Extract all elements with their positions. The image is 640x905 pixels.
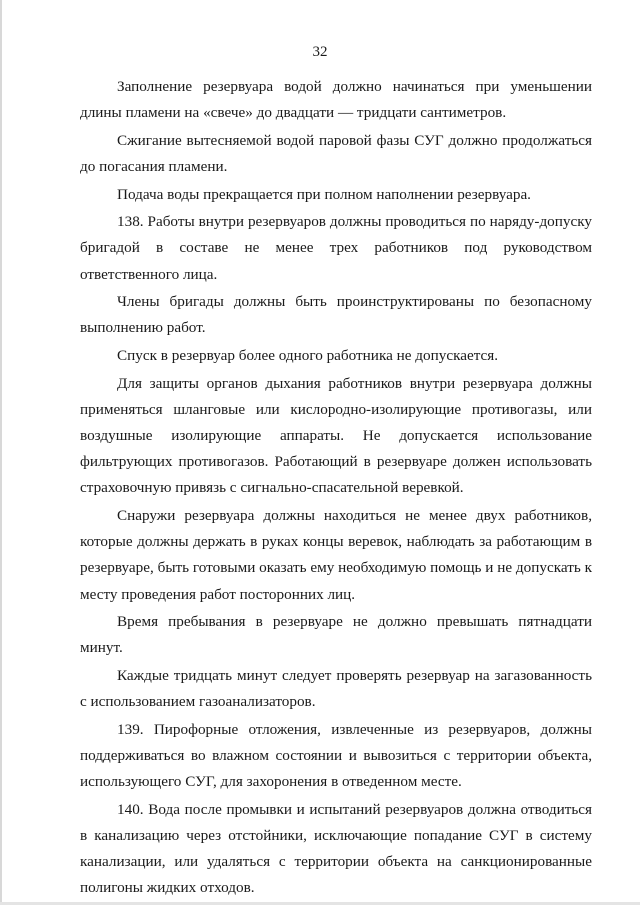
paragraph: Каждые тридцать минут следует проверять резервуар на загазованность с использованием газоанализаторов.: [80, 666, 592, 711]
paragraph-clause-140: 140. Вода после промывки и испытаний резервуаров должна отводиться в канализацию через отстойники, исключающие попадание СУГ в систему канализации, или удаляться с территории объекта на санкционированные полигоны жидких отходов.: [80, 800, 592, 897]
paragraph-clause-139: 139. Пирофорные отложения, извлеченные из резервуаров, должны поддерживаться во влажном состоянии и вывозиться с территории объекта, использующего СУГ, для захоронения в отведенном месте.: [80, 720, 592, 791]
paragraph: Время пребывания в резервуаре не должно превышать пятнадцати минут.: [80, 613, 592, 657]
paragraph: Спуск в резервуар более одного работника не допускается.: [117, 346, 499, 364]
paragraph: Снаружи резервуара должны находиться не менее двух работников, которые должны держать в руках концы веревок, наблюдать за работающим в резервуаре, быть готовыми оказать ему необходимую помощь и не допускать к месту проведения работ посторонних лиц.: [80, 506, 592, 603]
page-number: 32: [312, 44, 328, 60]
scan-edge: [0, 0, 2, 905]
paragraph: Для защиты органов дыхания работников внутри резервуара должны применяться шланговые или кислородно-изолирующие противогазы, или воздушные изолирующие аппараты. Не допускается использование фильтрующих противогазов. Работающий в резервуаре должен использовать страховочную привязь с сигнально-спасательной веревкой.: [80, 374, 592, 497]
paragraph: Сжигание вытесняемой водой паровой фазы СУГ должно продолжаться до погасания пламени.: [80, 131, 592, 175]
document-body: [80, 74, 592, 903]
paragraph-clause-138: 138. Работы внутри резервуаров должны проводиться по наряду-допуску бригадой в составе не менее трех работников под руководством ответственного лица.: [80, 213, 592, 283]
paragraph: Заполнение резервуара водой должно начинаться при уменьшении длины пламени на «свече» до двадцати — тридцати сантиметров.: [80, 78, 592, 122]
paragraph: Подача воды прекращается при полном наполнении резервуара.: [117, 185, 531, 203]
paragraph: Члены бригады должны быть проинструктированы по безопасному выполнению работ.: [80, 293, 592, 337]
